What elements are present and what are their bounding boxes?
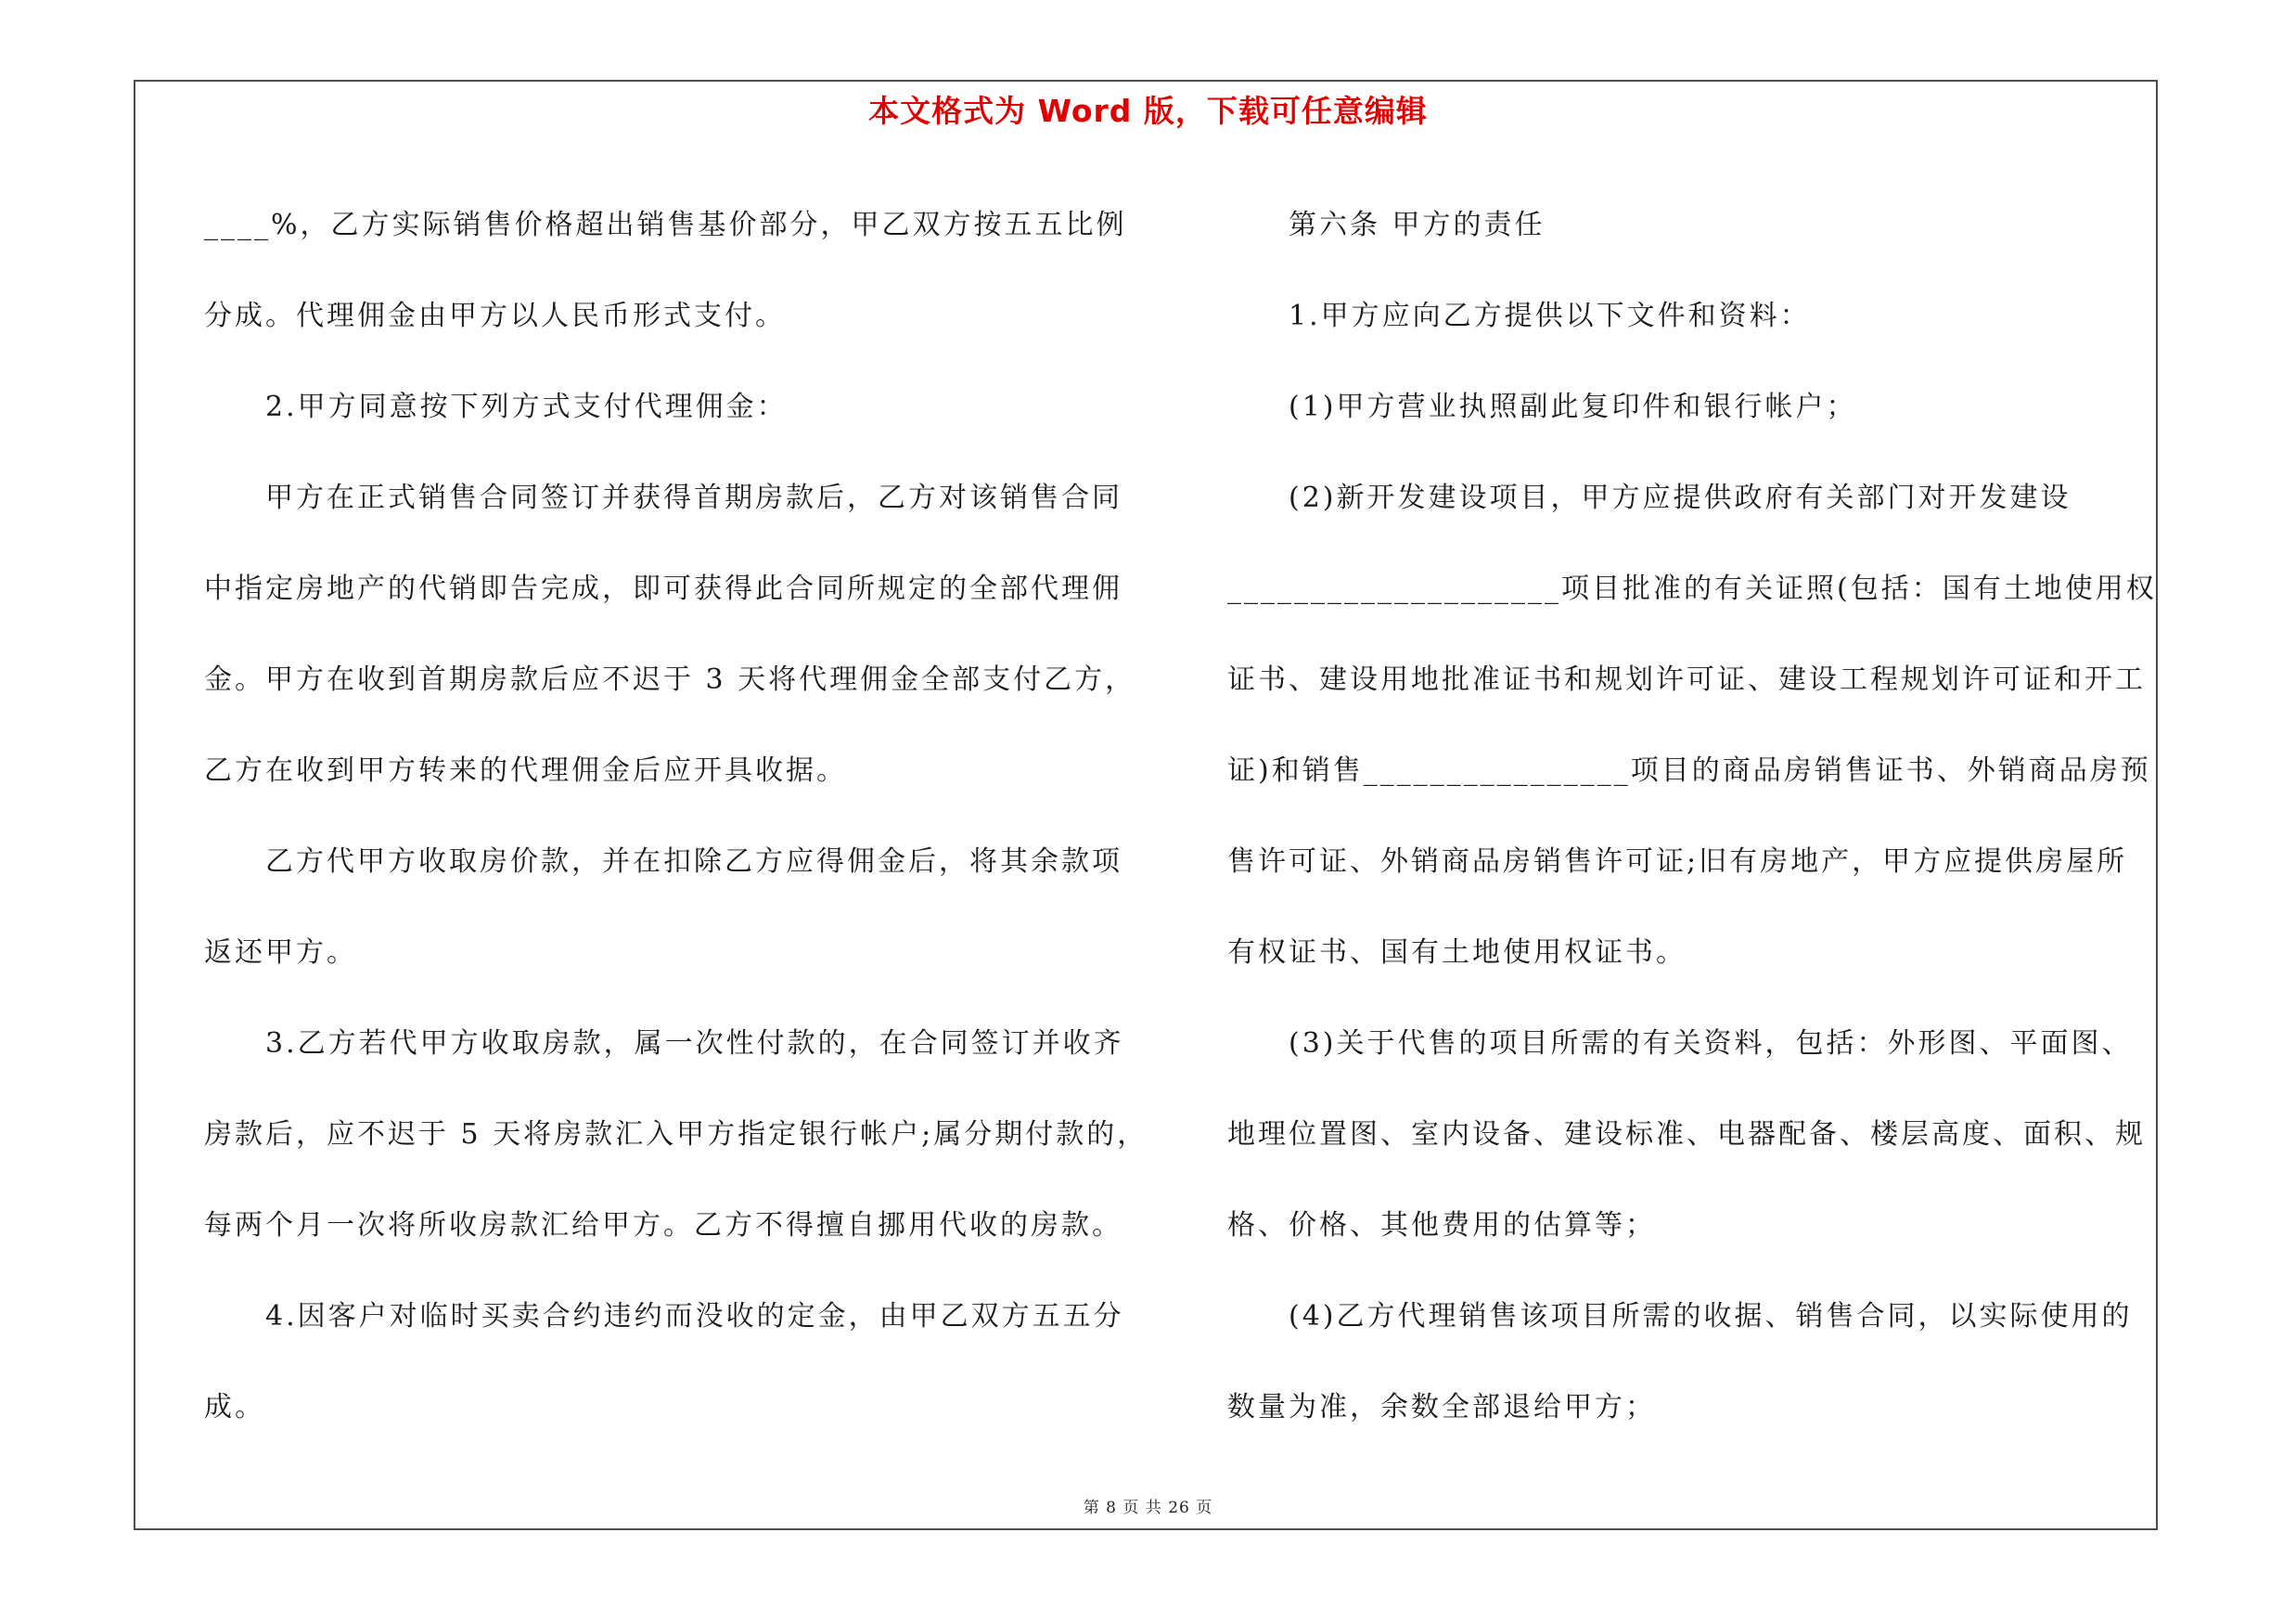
text-line: 分成。代理佣金由甲方以人民币形式支付。 <box>204 300 786 332</box>
right-column <box>1227 180 2157 1453</box>
text-line: 乙方在收到甲方转来的代理佣金后应开具收据。 <box>204 754 847 787</box>
text-line: 证)和销售________________项目的商品房销售证书、外销商品房预 <box>1227 754 2151 787</box>
text-line: 2.甲方同意按下列方式支付代理佣金： <box>265 391 788 423</box>
text-line: 售许可证、外销商品房销售许可证;旧有房地产，甲方应提供房屋所 <box>1227 845 2128 878</box>
text-line: (1)甲方营业执照副此复印件和银行帐户； <box>1289 391 1857 423</box>
text-line: 中指定房地产的代销即告完成，即可获得此合同所规定的全部代理佣 <box>204 573 1122 605</box>
text-line: 1.甲方应向乙方提供以下文件和资料： <box>1289 300 1811 332</box>
page-number: 第 8 页 共 26 页 <box>1083 1499 1213 1517</box>
text-line: ____________________项目批准的有关证照(包括：国有土地使用权 <box>1227 573 2157 605</box>
text-line: 3.乙方若代甲方收取房款，属一次性付款的，在合同签订并收齐 <box>265 1027 1124 1060</box>
text-line: 金。甲方在收到首期房款后应不迟于 3 天将代理佣金全部支付乙方， <box>204 663 1136 696</box>
text-line: 地理位置图、室内设备、建设标准、电器配备、楼层高度、面积、规 <box>1227 1118 2146 1151</box>
text-line: (2)新开发建设项目，甲方应提供政府有关部门对开发建设 <box>1289 482 2072 514</box>
text-line: 每两个月一次将所收房款汇给甲方。乙方不得擅自挪用代收的房款。 <box>204 1209 1122 1242</box>
text-line: 4.因客户对临时买卖合约违约而没收的定金，由甲乙双方五五分 <box>265 1300 1124 1333</box>
text-line: 房款后，应不迟于 5 天将房款汇入甲方指定银行帐户;属分期付款的， <box>204 1118 1148 1151</box>
text-line: 格、价格、其他费用的估算等； <box>1227 1209 1656 1242</box>
text-line: 成。 <box>204 1391 265 1423</box>
text-line: 返还甲方。 <box>204 936 357 969</box>
text-line: (3)关于代售的项目所需的有关资料，包括：外形图、平面图、 <box>1289 1027 2133 1060</box>
text-line: 乙方代甲方收取房价款，并在扣除乙方应得佣金后，将其余款项 <box>265 845 1122 878</box>
text-line: 证书、建设用地批准证书和规划许可证、建设工程规划许可证和开工 <box>1227 663 2146 696</box>
editable-notice-banner: 本文格式为 Word 版，下载可任意编辑 <box>868 93 1428 129</box>
left-column <box>204 180 1150 1453</box>
text-line: ____%，乙方实际销售价格超出销售基价部分，甲乙双方按五五比例 <box>204 209 1127 241</box>
section-heading: 第六条 甲方的责任 <box>1289 209 1546 241</box>
text-line: 甲方在正式销售合同签订并获得首期房款后，乙方对该销售合同 <box>265 482 1122 514</box>
text-line: 数量为准，余数全部退给甲方； <box>1227 1391 1656 1423</box>
text-line: 有权证书、国有土地使用权证书。 <box>1227 936 1687 969</box>
text-line: (4)乙方代理销售该项目所需的收据、销售合同，以实际使用的 <box>1289 1300 2133 1333</box>
